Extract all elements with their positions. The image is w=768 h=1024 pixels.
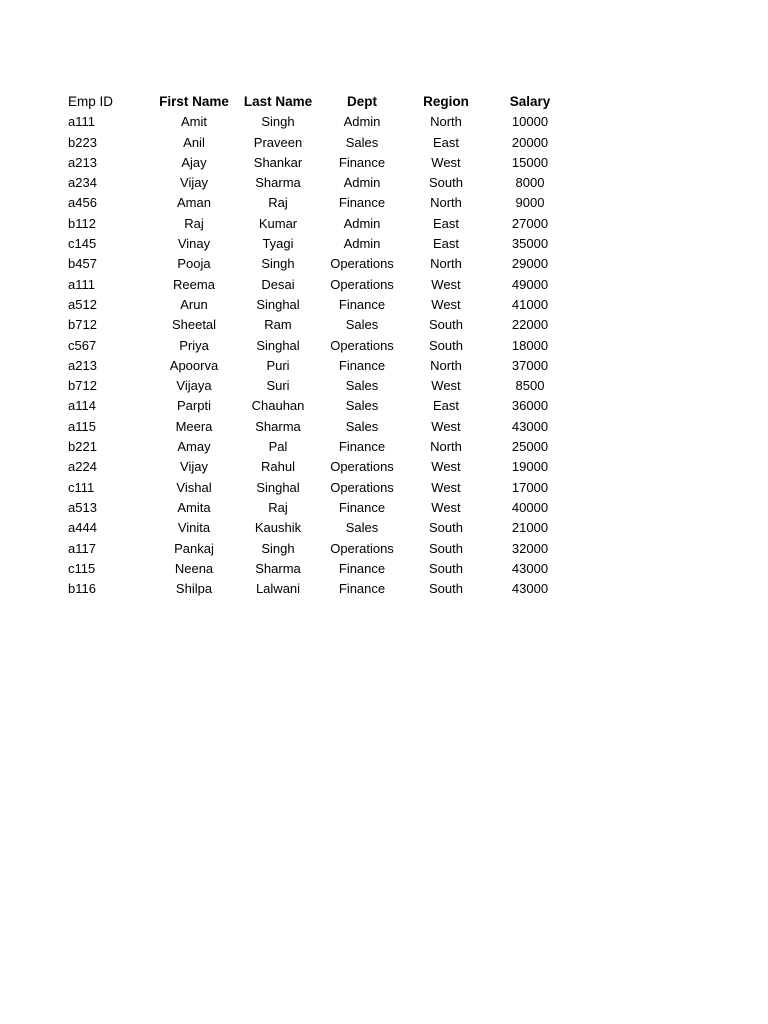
table-row xyxy=(62,498,572,518)
cell-emp-id: b112 xyxy=(68,215,96,231)
table-body xyxy=(62,112,572,599)
cell-region: West xyxy=(431,499,461,515)
table-row xyxy=(62,336,572,356)
cell-region: East xyxy=(432,398,459,414)
cell-salary: 29000 xyxy=(511,256,549,272)
cell-first-name: Vijay xyxy=(180,175,208,191)
cell-region: South xyxy=(429,337,463,353)
table-row xyxy=(62,234,572,254)
cell-emp-id: b223 xyxy=(68,134,97,150)
cell-salary: 36000 xyxy=(511,398,549,414)
cell-salary: 35000 xyxy=(511,236,549,252)
cell-first-name: Amita xyxy=(177,499,211,515)
cell-first-name: Sheetal xyxy=(171,317,217,333)
table-row xyxy=(62,295,572,315)
cell-first-name: Vijaya xyxy=(176,378,212,394)
cell-region: East xyxy=(432,134,459,150)
cell-region: West xyxy=(431,296,461,312)
cell-first-name: Priya xyxy=(179,337,209,353)
header-dept: Dept xyxy=(347,94,377,109)
cell-salary: 8500 xyxy=(515,378,545,394)
cell-first-name: Pankaj xyxy=(174,540,214,556)
cell-salary: 32000 xyxy=(511,540,549,556)
cell-salary: 40000 xyxy=(511,499,549,515)
cell-salary: 19000 xyxy=(511,459,549,475)
cell-emp-id: b457 xyxy=(68,256,97,272)
cell-emp-id: a115 xyxy=(68,418,96,434)
cell-last-name: Ram xyxy=(264,317,292,333)
cell-last-name: Chauhan xyxy=(251,398,305,414)
cell-salary: 22000 xyxy=(511,317,549,333)
cell-region: South xyxy=(429,317,463,333)
cell-first-name: Meera xyxy=(175,418,213,434)
cell-last-name: Lalwani xyxy=(255,581,301,597)
cell-dept: Operations xyxy=(330,337,394,353)
cell-dept: Operations xyxy=(330,479,394,495)
cell-dept: Admin xyxy=(343,215,381,231)
cell-dept: Finance xyxy=(338,499,386,515)
cell-salary: 17000 xyxy=(511,479,549,495)
table-row xyxy=(62,417,572,437)
cell-region: West xyxy=(431,479,461,495)
cell-salary: 37000 xyxy=(511,357,549,373)
cell-dept: Finance xyxy=(338,296,386,312)
cell-last-name: Puri xyxy=(266,357,290,373)
cell-dept: Finance xyxy=(338,154,386,170)
cell-emp-id: a444 xyxy=(68,520,97,536)
cell-first-name: Shilpa xyxy=(175,581,213,597)
cell-dept: Sales xyxy=(345,378,379,394)
cell-dept: Finance xyxy=(338,195,386,211)
cell-region: South xyxy=(429,175,463,191)
table-row xyxy=(62,356,572,376)
header-last-name: Last Name xyxy=(243,94,313,109)
cell-emp-id: b221 xyxy=(68,439,97,455)
cell-salary: 10000 xyxy=(511,114,549,130)
cell-last-name: Pal xyxy=(268,439,288,455)
cell-dept: Admin xyxy=(343,236,381,252)
table-row xyxy=(62,539,572,559)
cell-region: South xyxy=(429,581,463,597)
cell-region: South xyxy=(429,560,463,576)
cell-emp-id: b712 xyxy=(68,317,97,333)
cell-emp-id: a234 xyxy=(68,175,97,191)
table-row xyxy=(62,112,572,132)
cell-first-name: Arun xyxy=(180,296,208,312)
cell-salary: 15000 xyxy=(511,154,549,170)
cell-region: East xyxy=(432,236,459,252)
cell-last-name: Sharma xyxy=(255,560,301,576)
cell-first-name: Vishal xyxy=(176,479,212,495)
cell-emp-id: a213 xyxy=(68,154,97,170)
cell-dept: Sales xyxy=(345,317,379,333)
header-emp-id: Emp ID xyxy=(68,94,114,109)
cell-emp-id: c567 xyxy=(68,337,97,353)
cell-salary: 18000 xyxy=(511,337,549,353)
table-row xyxy=(62,478,572,498)
cell-region: West xyxy=(431,276,461,292)
cell-last-name: Singhal xyxy=(256,337,300,353)
table-row xyxy=(62,275,572,295)
table-row xyxy=(62,559,572,579)
cell-salary: 41000 xyxy=(511,296,549,312)
cell-dept: Admin xyxy=(343,114,381,130)
cell-region: North xyxy=(430,195,462,211)
cell-dept: Sales xyxy=(345,398,379,414)
table-row xyxy=(62,315,572,335)
table-row xyxy=(62,214,572,234)
cell-dept: Finance xyxy=(338,581,386,597)
cell-dept: Finance xyxy=(338,357,386,373)
cell-salary: 9000 xyxy=(515,195,545,211)
cell-first-name: Amay xyxy=(177,439,211,455)
cell-emp-id: a512 xyxy=(68,296,97,312)
cell-region: South xyxy=(429,540,463,556)
table-row xyxy=(62,518,572,538)
cell-last-name: Singh xyxy=(261,256,295,272)
cell-last-name: Sharma xyxy=(255,175,301,191)
cell-region: West xyxy=(431,378,461,394)
table-row xyxy=(62,457,572,477)
cell-emp-id: a456 xyxy=(68,195,97,211)
cell-last-name: Raj xyxy=(268,499,288,515)
cell-last-name: Singhal xyxy=(256,479,300,495)
cell-first-name: Anil xyxy=(183,134,205,150)
cell-region: North xyxy=(430,256,462,272)
cell-emp-id: b116 xyxy=(68,581,96,597)
cell-salary: 21000 xyxy=(511,520,549,536)
cell-first-name: Neena xyxy=(174,560,214,576)
cell-emp-id: a513 xyxy=(68,499,97,515)
cell-region: East xyxy=(432,215,459,231)
table-row xyxy=(62,396,572,416)
cell-salary: 27000 xyxy=(511,215,549,231)
cell-first-name: Aman xyxy=(177,195,211,211)
cell-last-name: Suri xyxy=(266,378,290,394)
cell-emp-id: c115 xyxy=(68,560,96,576)
cell-salary: 49000 xyxy=(511,276,549,292)
cell-last-name: Praveen xyxy=(253,134,303,150)
cell-last-name: Rahul xyxy=(261,459,295,475)
cell-dept: Admin xyxy=(343,175,381,191)
cell-first-name: Reema xyxy=(173,276,215,292)
cell-first-name: Ajay xyxy=(181,154,207,170)
cell-last-name: Tyagi xyxy=(262,236,294,252)
cell-emp-id: a213 xyxy=(68,357,97,373)
cell-first-name: Apoorva xyxy=(169,357,219,373)
cell-region: North xyxy=(430,439,462,455)
table-row xyxy=(62,193,572,213)
cell-emp-id: b712 xyxy=(68,378,97,394)
table-row xyxy=(62,437,572,457)
cell-region: West xyxy=(431,418,461,434)
table-row xyxy=(62,254,572,274)
table-row xyxy=(62,173,572,193)
cell-emp-id: a111 xyxy=(68,276,95,292)
cell-last-name: Sharma xyxy=(255,418,301,434)
cell-dept: Operations xyxy=(330,540,394,556)
cell-dept: Sales xyxy=(345,418,379,434)
cell-last-name: Singh xyxy=(261,114,295,130)
cell-region: North xyxy=(430,357,462,373)
cell-emp-id: a111 xyxy=(68,114,95,130)
table-row xyxy=(62,133,572,153)
cell-emp-id: a114 xyxy=(68,398,96,414)
cell-last-name: Desai xyxy=(261,276,295,292)
cell-emp-id: c145 xyxy=(68,236,97,252)
cell-region: West xyxy=(431,459,461,475)
cell-dept: Operations xyxy=(330,459,394,475)
employee-sheet xyxy=(62,92,572,599)
cell-salary: 43000 xyxy=(511,418,549,434)
table-row xyxy=(62,153,572,173)
cell-emp-id: a117 xyxy=(68,540,96,556)
cell-first-name: Amit xyxy=(181,114,207,130)
cell-first-name: Vinay xyxy=(177,236,211,252)
employee-table xyxy=(62,92,572,599)
table-row xyxy=(62,579,572,599)
cell-last-name: Singh xyxy=(261,540,295,556)
cell-salary: 43000 xyxy=(511,560,549,576)
cell-last-name: Kaushik xyxy=(254,520,302,536)
cell-dept: Sales xyxy=(345,134,379,150)
cell-dept: Finance xyxy=(338,560,386,576)
cell-first-name: Pooja xyxy=(177,256,211,272)
cell-emp-id: a224 xyxy=(68,459,97,475)
cell-salary: 20000 xyxy=(511,134,549,150)
cell-dept: Operations xyxy=(330,276,394,292)
cell-dept: Finance xyxy=(338,439,386,455)
cell-region: West xyxy=(431,154,461,170)
cell-last-name: Singhal xyxy=(256,296,300,312)
header-salary: Salary xyxy=(509,94,551,109)
cell-region: North xyxy=(430,114,462,130)
cell-first-name: Vinita xyxy=(177,520,211,536)
cell-last-name: Shankar xyxy=(253,154,303,170)
cell-region: South xyxy=(429,520,463,536)
header-region: Region xyxy=(423,94,469,109)
cell-first-name: Vijay xyxy=(180,459,208,475)
cell-salary: 8000 xyxy=(515,175,545,191)
cell-salary: 25000 xyxy=(511,439,549,455)
header-first-name: First Name xyxy=(159,94,229,109)
cell-last-name: Kumar xyxy=(258,215,298,231)
cell-last-name: Raj xyxy=(268,195,288,211)
cell-emp-id: c111 xyxy=(68,479,95,495)
header-row xyxy=(62,92,572,112)
cell-first-name: Parpti xyxy=(177,398,211,414)
cell-dept: Operations xyxy=(330,256,394,272)
cell-dept: Sales xyxy=(345,520,379,536)
table-row xyxy=(62,376,572,396)
cell-salary: 43000 xyxy=(511,581,549,597)
cell-first-name: Raj xyxy=(184,215,204,231)
